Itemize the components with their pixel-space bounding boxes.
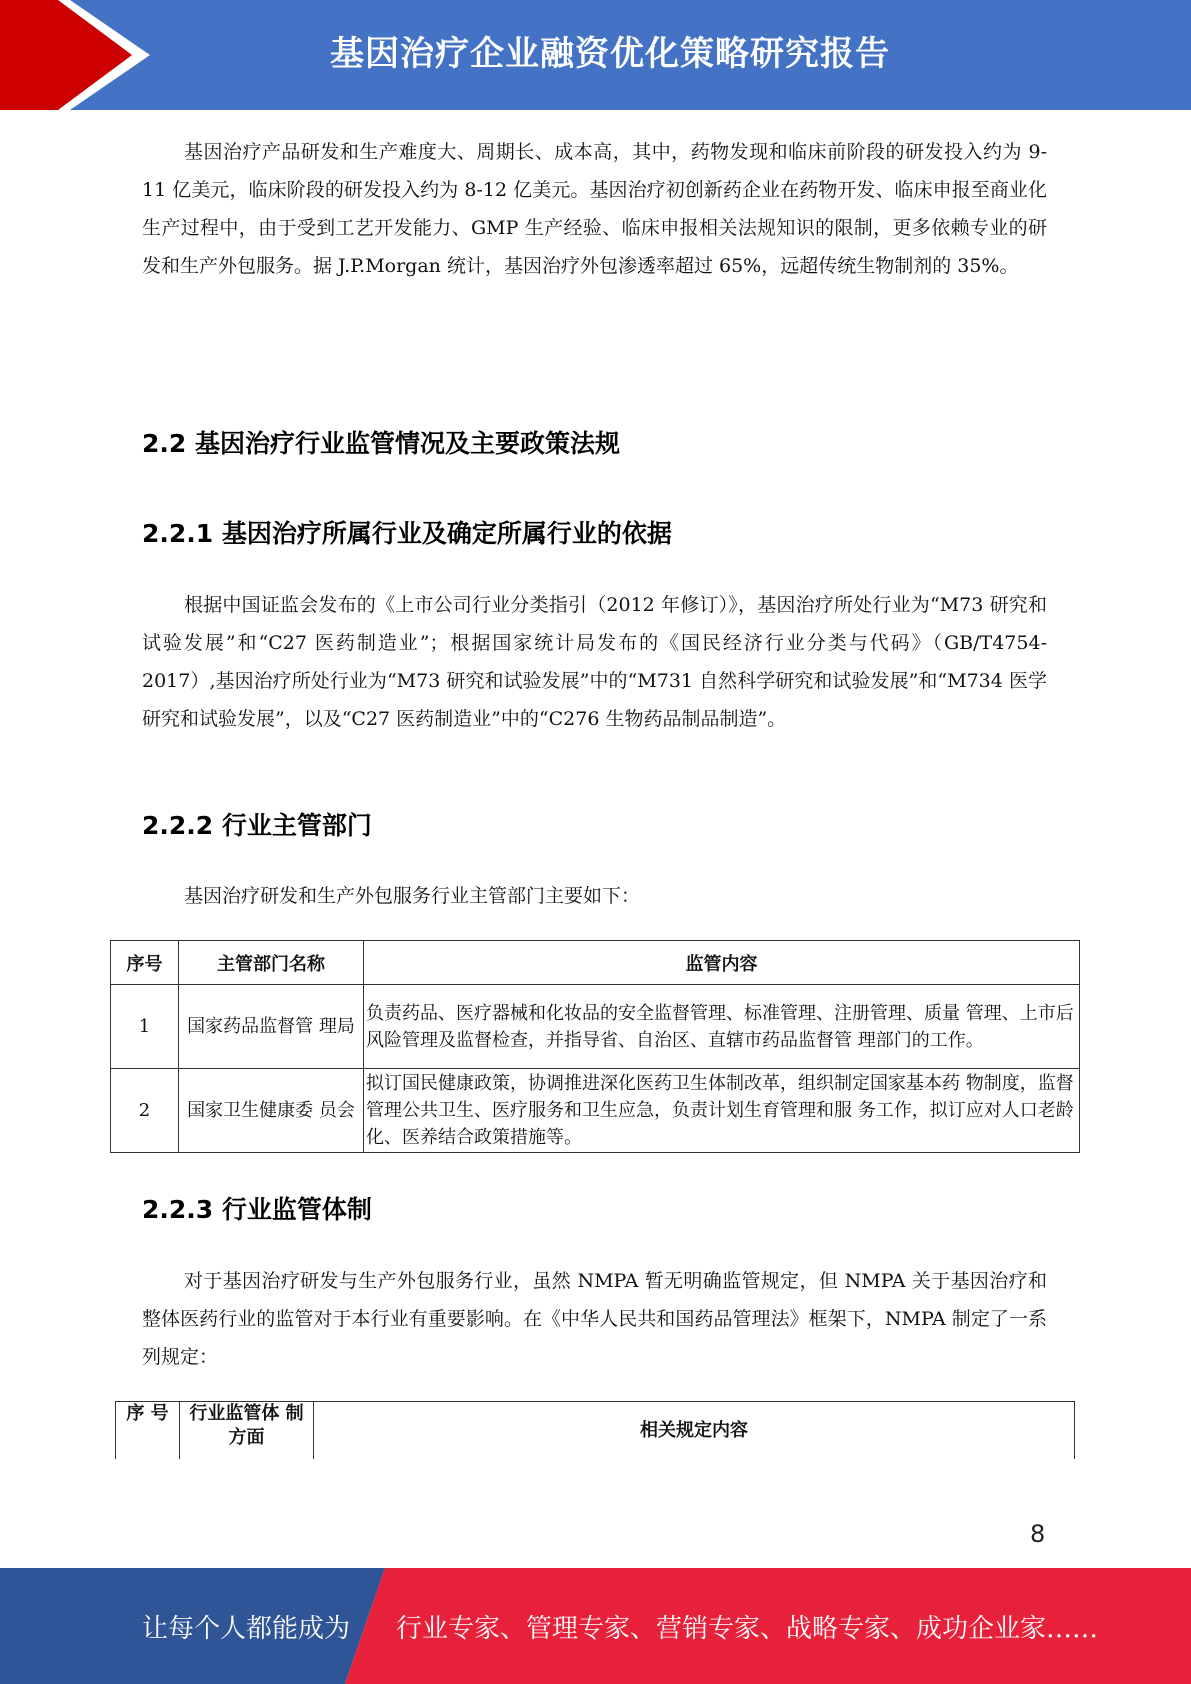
section-2-2-heading: 2.2 基因治疗行业监管情况及主要政策法规 (142, 429, 620, 458)
table-header-cell: 相关规定内容 (314, 1402, 1075, 1460)
section-2-2-3-heading: 2.2.3 行业监管体制 (142, 1195, 372, 1224)
table-header-cell: 序号 (111, 941, 179, 985)
section-2-2-3-paragraph: 对于基因治疗研发与生产外包服务行业，虽然 NMPA 暂无明确监管规定，但 NMPA 关于基因治疗和整体医药行业的监管对于本行业有重要影响。在《中华人民共和国药品管理法》框架下，NMPA 制定了一系列规定： (142, 1270, 1047, 1368)
table-header-cell: 序 号 (116, 1402, 180, 1460)
row-number: 2 (111, 1069, 179, 1153)
page-number: 8 (1030, 1520, 1046, 1548)
section-2-2-2-paragraph: 基因治疗研发和生产外包服务行业主管部门主要如下： (184, 885, 641, 907)
regulation-table (115, 1401, 1075, 1459)
footer-slogan-left: 让每个人都能成为 (142, 1614, 351, 1644)
regulation-content: 拟订国民健康政策，协调推进深化医药卫生体制改革，组织制定国家基本药 物制度，监督管理公共卫生、医疗服务和卫生应急，负责计划生育管理和服 务工作，拟订应对人口老龄化、医养结合政策措施等。 (364, 1069, 1080, 1153)
table-row (111, 985, 1080, 1069)
table-header-row (116, 1402, 1075, 1460)
table-header-cell: 行业监管体 制方面 (180, 1402, 314, 1460)
page-header (0, 0, 1191, 110)
footer-slogan-right: 行业专家、管理专家、营销专家、战略专家、成功企业家…… (396, 1614, 1099, 1644)
row-number: 1 (111, 985, 179, 1069)
table-header-cell: 主管部门名称 (179, 941, 364, 985)
page-footer (0, 1568, 1191, 1684)
section-2-2-1-heading: 2.2.1 基因治疗所属行业及确定所属行业的依据 (142, 519, 672, 548)
section-2-2-1-paragraph: 根据中国证监会发布的《上市公司行业分类指引（2012 年修订）》，基因治疗所处行业为“M73 研究和试验发展”和“C27 医药制造业”；根据国家统计局发布的《国民经济行业分类与代码》（GB/T4754-2017）,基因治疗所处行业为“M73 研究和试验发展”中的“M731 自然科学研究和试验发展”和“M734 医学研究和试验发展”，以及“C27 医药制造业”中的“C276 生物药品制品制造”。 (142, 594, 1047, 730)
table-header-cell: 监管内容 (364, 941, 1080, 985)
intro-paragraph: 基因治疗产品研发和生产难度大、周期长、成本高，其中，药物发现和临床前阶段的研发投入约为 9-11 亿美元，临床阶段的研发投入约为 8-12 亿美元。基因治疗初创新药企业在药物开发、临床申报至商业化生产过程中，由于受到工艺开发能力、GMP 生产经验、临床申报相关法规知识的限制，更多依赖专业的研发和生产外包服务。据 J.P.Morgan 统计，基因治疗外包渗透率超过 65%，远超传统生物制剂的 35%。 (142, 141, 1047, 277)
departments-table (110, 940, 1080, 1153)
regulation-content: 负责药品、医疗器械和化妆品的安全监督管理、标准管理、注册管理、质量 管理、上市后风险管理及监督检查，并指导省、自治区、直辖市药品监督管 理部门的工作。 (364, 985, 1080, 1069)
department-name: 国家卫生健康委 员会 (179, 1069, 364, 1153)
header-arrow-decoration (0, 0, 150, 110)
header-title: 基因治疗企业融资优化策略研究报告 (330, 34, 890, 74)
department-name: 国家药品监督管 理局 (179, 985, 364, 1069)
section-2-2-2-heading: 2.2.2 行业主管部门 (142, 811, 372, 840)
table-row (111, 1069, 1080, 1153)
table-header-row (111, 941, 1080, 985)
